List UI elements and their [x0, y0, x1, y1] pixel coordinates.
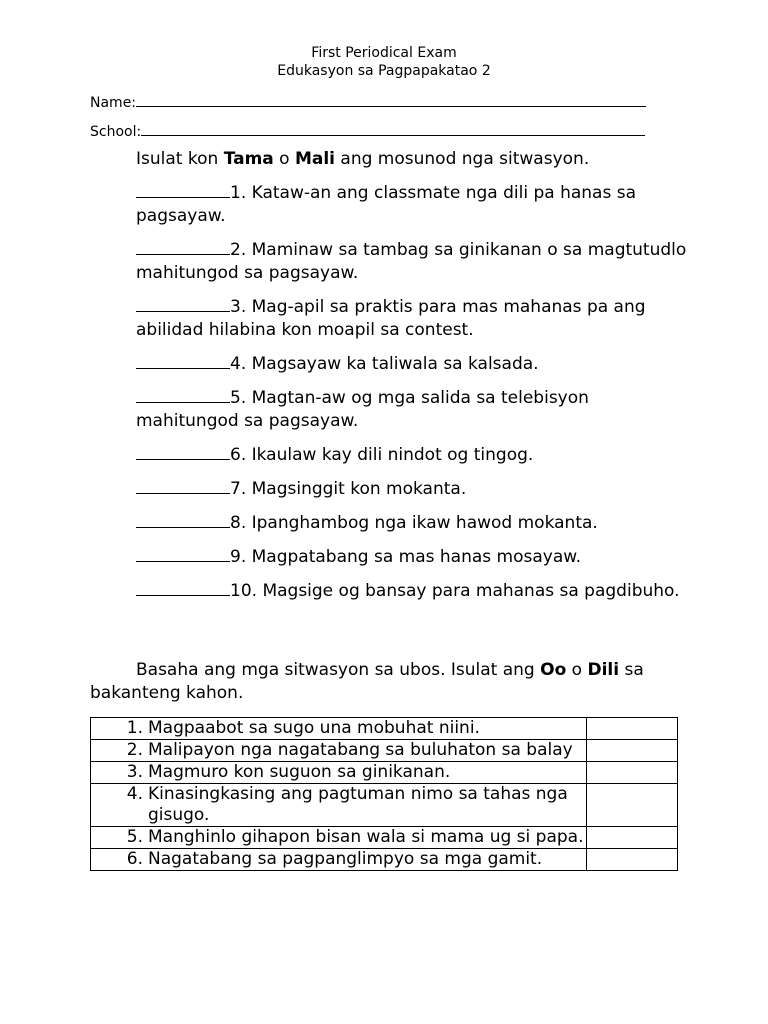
question-cell — [91, 784, 587, 827]
part1-items — [136, 181, 696, 613]
table-row — [91, 762, 678, 784]
list-item — [136, 386, 696, 433]
answer-box[interactable] — [587, 849, 678, 871]
school-label: School: — [90, 124, 142, 140]
row-number: 4. — [126, 784, 143, 804]
list-item — [136, 181, 696, 228]
answer-box[interactable] — [587, 718, 678, 740]
instr-tama: Tama — [223, 149, 274, 169]
item-text: 1. Kataw-an ang classmate nga dili pa hanas sa pagsayaw. — [136, 183, 636, 226]
exam-header — [0, 44, 768, 80]
answer-box[interactable] — [587, 740, 678, 762]
row-number: 3. — [126, 762, 143, 782]
answer-blank[interactable] — [136, 295, 230, 312]
list-item — [136, 511, 696, 535]
name-label: Name: — [90, 95, 137, 111]
part1-instruction — [136, 148, 696, 171]
item-text: 9. Magpatabang sa mas hanas mosayaw. — [230, 547, 581, 567]
row-text: Magpaabot sa sugo una mobuhat niini. — [148, 718, 480, 738]
answer-box[interactable] — [587, 762, 678, 784]
table-row — [91, 827, 678, 849]
row-text: Nagatabang sa pagpanglimpyo sa mga gamit. — [148, 849, 543, 869]
part2-instruction — [90, 659, 690, 705]
instr-text: ang mosunod nga sitwasyon. — [335, 149, 590, 169]
list-item — [136, 352, 696, 376]
item-text: 3. Mag-apil sa praktis para mas mahanas pa ang abilidad hilabina kon moapil sa contest. — [136, 297, 646, 340]
list-item — [136, 579, 696, 603]
school-field — [90, 121, 645, 140]
item-text: 10. Magsige og bansay para mahanas sa pagdibuho. — [230, 581, 680, 601]
instr-dili: Dili — [587, 660, 620, 680]
school-line[interactable] — [141, 121, 645, 136]
exam-subject: Edukasyon sa Pagpapakatao 2 — [277, 63, 491, 79]
list-item — [136, 238, 696, 285]
row-number: 1. — [126, 718, 143, 738]
exam-title: First Periodical Exam — [311, 45, 457, 61]
question-cell — [91, 718, 587, 740]
row-text: Magmuro kon suguon sa ginikanan. — [148, 762, 451, 782]
row-number: 2. — [126, 740, 143, 760]
instr-text: o — [566, 660, 588, 680]
item-text: 7. Magsinggit kon mokanta. — [230, 479, 467, 499]
answer-blank[interactable] — [136, 579, 230, 596]
table-row — [91, 784, 678, 827]
instr-text: Isulat kon — [136, 149, 224, 169]
name-line[interactable] — [136, 92, 646, 107]
row-text: Manghinlo gihapon bisan wala si mama ug si papa. — [148, 827, 584, 847]
answer-blank[interactable] — [136, 443, 230, 460]
instr-oo: Oo — [540, 660, 567, 680]
instr-text: Basaha ang mga sitwasyon sa ubos. Isulat ang — [136, 660, 541, 680]
question-cell — [91, 849, 587, 871]
item-text: 2. Maminaw sa tambag sa ginikanan o sa magtutudlo mahitungod sa pagsayaw. — [136, 240, 687, 283]
answer-box[interactable] — [587, 827, 678, 849]
list-item — [136, 545, 696, 569]
item-text: 4. Magsayaw ka taliwala sa kalsada. — [230, 354, 539, 374]
item-text: 8. Ipanghambog nga ikaw hawod mokanta. — [230, 513, 598, 533]
answer-blank[interactable] — [136, 477, 230, 494]
answer-blank[interactable] — [136, 181, 230, 198]
row-text: Kinasingkasing ang pagtuman nimo sa tahas nga gisugo. — [148, 784, 568, 825]
answer-table — [90, 717, 678, 871]
list-item — [136, 295, 696, 342]
table-row — [91, 718, 678, 740]
answer-blank[interactable] — [136, 238, 230, 255]
list-item — [136, 443, 696, 467]
answer-blank[interactable] — [136, 545, 230, 562]
row-number: 6. — [126, 849, 143, 869]
instr-mali: Mali — [294, 149, 336, 169]
answer-blank[interactable] — [136, 386, 230, 403]
instr-text: sa bakanteng kahon. — [90, 660, 644, 703]
name-field — [90, 92, 646, 111]
table-row — [91, 740, 678, 762]
question-cell — [91, 740, 587, 762]
row-text: Malipayon nga nagatabang sa buluhaton sa balay — [148, 740, 573, 760]
question-cell — [91, 762, 587, 784]
row-number: 5. — [126, 827, 143, 847]
list-item — [136, 477, 696, 501]
answer-box[interactable] — [587, 784, 678, 827]
item-text: 5. Magtan-aw og mga salida sa telebisyon mahitungod sa pagsayaw. — [136, 388, 589, 431]
answer-blank[interactable] — [136, 511, 230, 528]
answer-blank[interactable] — [136, 352, 230, 369]
table-row — [91, 849, 678, 871]
item-text: 6. Ikaulaw kay dili nindot og tingog. — [230, 445, 534, 465]
question-cell — [91, 827, 587, 849]
instr-text: o — [273, 149, 295, 169]
